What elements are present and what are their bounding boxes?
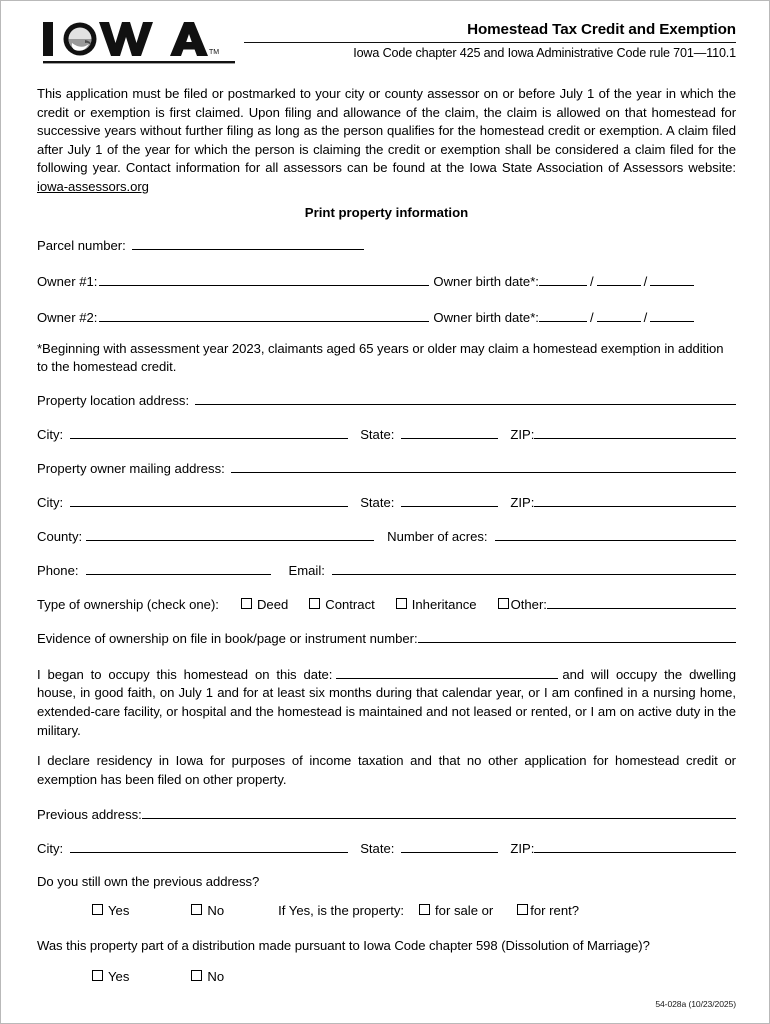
mailing-address-label: Property owner mailing address: — [37, 460, 225, 476]
ownership-option-contract-label: Contract — [325, 596, 375, 612]
acres-label: Number of acres: — [387, 528, 488, 544]
previous-city-label: City: — [37, 841, 64, 857]
residency-declaration: I declare residency in Iowa for purposes of income taxation and that no other application for homestead credit or exemption has been filed on other property. — [37, 753, 736, 787]
title-block — [244, 21, 736, 61]
checkbox-contract-icon[interactable] — [309, 598, 320, 609]
owner1-birth-year-input[interactable] — [650, 272, 694, 286]
intro-text: This application must be filed or postmarked to your city or county assessor on or before July 1 of the year in which the credit or exemption is first claimed. Upon filing and allowance of the claim, the claim is allowed on that homestead for successive years without further filing as long as the person qualifies for the homestead credit or exemption. A claim filed after July 1 of the year for which the person is claiming the credit or exemption shall be considered a claim filed for the following year. Contact information for all assessors can be found at the Iowa State Association of Assessors website: — [37, 86, 736, 176]
owner2-birth-month-input[interactable] — [539, 308, 587, 322]
ownership-option-other-input[interactable] — [547, 595, 736, 609]
owner2-birth-slash-2: / — [643, 309, 648, 325]
evidence-of-ownership-row — [37, 629, 736, 647]
dissolution-question: Was this property part of a distribution made pursuant to Iowa Code chapter 598 (Dissolution of Marriage)? — [37, 937, 650, 953]
dissolution-no[interactable] — [129, 968, 224, 985]
owner1-birth-month-input[interactable] — [539, 272, 587, 286]
ownership-option-other-label: Other: — [510, 596, 547, 612]
checkbox-other-icon[interactable] — [498, 598, 509, 609]
evidence-of-ownership-label: Evidence of ownership on file in book/page or instrument number: — [37, 630, 418, 646]
owner2-birth-day-input[interactable] — [597, 308, 641, 322]
owner1-birth-slash-2: / — [643, 273, 648, 289]
phone-email-row — [37, 561, 736, 579]
checkbox-deed-icon[interactable] — [241, 598, 252, 609]
email-input[interactable] — [332, 561, 736, 575]
previous-citystatezip-row — [37, 839, 736, 857]
owner2-birth-year-input[interactable] — [650, 308, 694, 322]
property-location-state-label: State: — [360, 426, 395, 442]
ownership-option-inheritance-label: Inheritance — [411, 596, 477, 612]
checkbox-dissolution-yes-icon[interactable] — [92, 970, 103, 981]
previous-zip-label: ZIP: — [510, 841, 535, 857]
mailing-state-input[interactable] — [401, 493, 498, 507]
mailing-city-label: City: — [37, 494, 64, 510]
previous-for-sale-label: for sale or — [435, 902, 494, 918]
mailing-citystatezip-row — [37, 493, 736, 511]
previous-owned-no-label: No — [207, 902, 225, 918]
print-property-heading: Print property information — [304, 204, 469, 220]
occupancy-start-date-input[interactable] — [336, 665, 558, 679]
mailing-city-input[interactable] — [70, 493, 348, 507]
previous-zip-input[interactable] — [534, 839, 736, 853]
owner1-row — [37, 272, 736, 290]
parcel-number-label: Parcel number: — [37, 237, 126, 253]
ownership-type-label: Type of ownership (check one): — [37, 596, 219, 612]
property-location-address-input[interactable] — [195, 391, 736, 405]
intro-paragraph — [37, 85, 736, 197]
checkbox-previous-no-icon[interactable] — [191, 904, 202, 915]
age-exemption-footnote: *Beginning with assessment year 2023, claimants aged 65 years or older may claim a homestead exemption in addition to the homestead credit. — [37, 340, 724, 375]
owner2-birth-date-label: Owner birth date*: — [433, 309, 539, 325]
occupancy-declaration — [37, 665, 736, 740]
property-location-address-row — [37, 391, 736, 409]
assessors-website-link[interactable]: iowa-assessors.org — [37, 178, 149, 194]
county-label: County: — [37, 528, 83, 544]
checkbox-for-sale-icon[interactable] — [419, 904, 430, 915]
previous-owned-yes[interactable] — [92, 902, 129, 919]
owner1-label: Owner #1: — [37, 273, 98, 289]
page-subtitle: Iowa Code chapter 425 and Iowa Administrative Code rule 701—110.1 — [353, 46, 736, 60]
acres-input[interactable] — [495, 527, 736, 541]
previous-city-input[interactable] — [70, 839, 348, 853]
dissolution-yes-label: Yes — [108, 968, 130, 984]
county-acres-row — [37, 527, 736, 545]
mailing-address-input[interactable] — [231, 459, 736, 473]
page-header — [37, 15, 736, 77]
previous-for-rent-label: for rent? — [530, 902, 580, 918]
previous-ownership-answers — [37, 902, 736, 919]
owner1-birth-slash-1: / — [589, 273, 594, 289]
owner2-row — [37, 308, 736, 326]
iowa-logo — [39, 20, 235, 68]
mailing-state-label: State: — [360, 494, 395, 510]
mailing-address-row — [37, 459, 736, 477]
property-location-citystatezip-row — [37, 425, 736, 443]
parcel-number-row — [37, 236, 736, 254]
previous-state-input[interactable] — [401, 839, 498, 853]
checkbox-inheritance-icon[interactable] — [396, 598, 407, 609]
property-location-city-label: City: — [37, 426, 64, 442]
county-input[interactable] — [86, 527, 374, 541]
ownership-option-deed-label: Deed — [256, 596, 289, 612]
page-title: Homestead Tax Credit and Exemption — [467, 21, 736, 38]
phone-label: Phone: — [37, 562, 79, 578]
ownership-option-inheritance[interactable] — [375, 596, 477, 613]
checkbox-for-rent-icon[interactable] — [517, 904, 528, 915]
property-location-zip-input[interactable] — [534, 425, 736, 439]
occupancy-tail-text: and will occupy the dwelling house, in good faith, on July 1 and for at least six months during that calendar year, or I am confined in a nursing home, extended-care facility, or hospital and the homestead is maintained and not leased or rented, or I am on active duty in the military. — [37, 666, 736, 738]
dissolution-no-label: No — [207, 968, 225, 984]
owner2-label: Owner #2: — [37, 309, 98, 325]
previous-address-row — [37, 805, 736, 823]
previous-address-label: Previous address: — [37, 807, 142, 823]
phone-input[interactable] — [86, 561, 271, 575]
owner1-birth-date-label: Owner birth date*: — [433, 273, 539, 289]
occupancy-lead-text: I began to occupy this homestead on this date: — [37, 666, 333, 682]
previous-state-label: State: — [360, 841, 395, 857]
ownership-option-contract[interactable] — [288, 596, 375, 613]
checkbox-dissolution-no-icon[interactable] — [191, 970, 202, 981]
ownership-option-deed[interactable] — [219, 596, 288, 613]
parcel-number-input[interactable] — [132, 236, 364, 250]
property-location-address-label: Property location address: — [37, 392, 190, 408]
form-number-footer: 54-028a (10/23/2025) — [655, 999, 736, 1009]
mailing-zip-input[interactable] — [534, 493, 736, 507]
property-location-city-input[interactable] — [70, 425, 348, 439]
previous-address-input[interactable] — [142, 805, 736, 819]
evidence-of-ownership-input[interactable] — [418, 629, 736, 643]
previous-for-rent[interactable] — [493, 902, 579, 919]
owner1-input[interactable] — [99, 272, 429, 286]
mailing-zip-label: ZIP: — [510, 494, 535, 510]
owner1-birth-day-input[interactable] — [597, 272, 641, 286]
dissolution-answers — [37, 968, 736, 985]
previous-ownership-question: Do you still own the previous address? — [37, 874, 260, 890]
owner2-birth-slash-1: / — [589, 309, 594, 325]
previous-owned-no[interactable] — [129, 902, 224, 919]
property-location-zip-label: ZIP: — [510, 426, 535, 442]
previous-owned-yes-label: Yes — [108, 902, 130, 918]
svg-text:TM: TM — [209, 49, 220, 56]
email-label: Email: — [288, 562, 325, 578]
owner2-input[interactable] — [99, 308, 429, 322]
ownership-option-other[interactable] — [477, 596, 547, 613]
checkbox-previous-yes-icon[interactable] — [92, 904, 103, 915]
ownership-type-row — [37, 595, 736, 613]
if-yes-label: If Yes, is the property: — [278, 902, 405, 918]
title-divider — [244, 42, 736, 43]
property-location-state-input[interactable] — [401, 425, 498, 439]
dissolution-yes[interactable] — [92, 968, 129, 985]
previous-for-sale[interactable] — [404, 902, 493, 919]
